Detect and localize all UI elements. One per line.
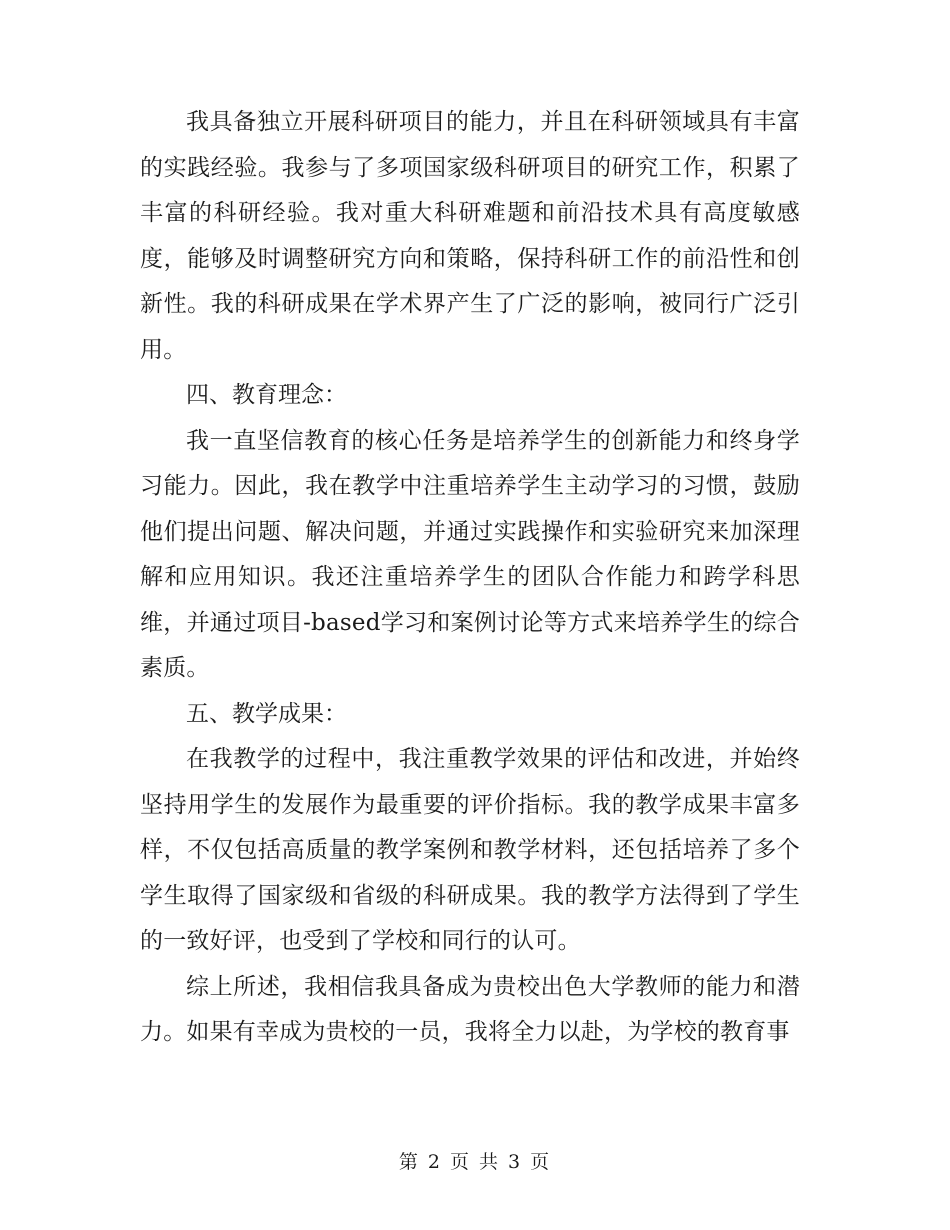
section-heading-education-philosophy: 四、教育理念： (186, 382, 347, 408)
document-body (140, 100, 800, 1056)
section-heading-teaching-results: 五、教学成果： (186, 700, 347, 727)
paragraph-teaching-results: 在我教学的过程中，我注重教学效果的评估和改进，并始终坚持用学生的发展作为最重要的评价指标。我的教学成果丰富多样，不仅包括高质量的教学案例和教学材料，还包括培养了多个学生取得了国家级和省级的科研成果。我的教学方法得到了学生的一致好评，也受到了学校和同行的认可。 (140, 746, 800, 954)
paragraph-conclusion: 综上所述，我相信我具备成为贵校出色大学教师的能力和潜力。如果有幸成为贵校的一员，我将全力以赴，为学校的教育事 (140, 973, 800, 1045)
paragraph-research-ability: 我具备独立开展科研项目的能力，并且在科研领域具有丰富的实践经验。我参与了多项国家级科研项目的研究工作，积累了丰富的科研经验。我对重大科研难题和前沿技术具有高度敏感度，能够及时调整研究方向和策略，保持科研工作的前沿性和创新性。我的科研成果在学术界产生了广泛的影响，被同行广泛引用。 (140, 109, 800, 363)
page-number-footer: 第 2 页 共 3 页 (398, 1151, 552, 1173)
paragraph-education-philosophy: 我一直坚信教育的核心任务是培养学生的创新能力和终身学习能力。因此，我在教学中注重培养学生主动学习的习惯，鼓励他们提出问题、解决问题，并通过实践操作和实验研究来加深理解和应用知识。我还注重培养学生的团队合作能力和跨学科思维，并通过项目-based学习和案例讨论等方式来培养学生的综合素质。 (140, 427, 800, 681)
